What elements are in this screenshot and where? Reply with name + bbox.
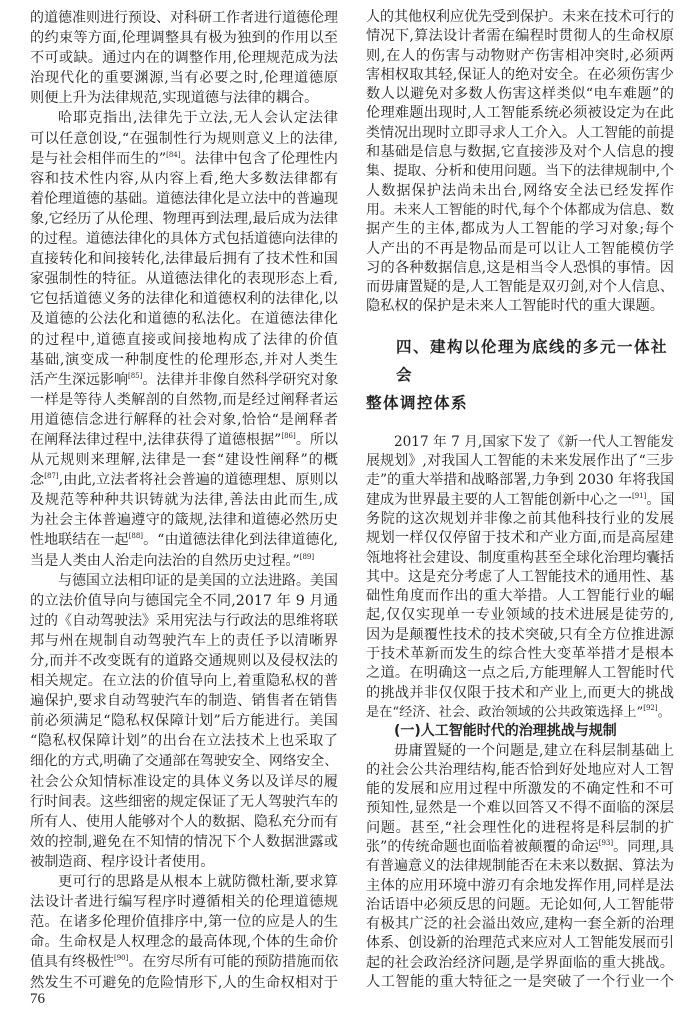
text-segment: 一样是等待人类解剖的自然物,而是经过阐释者运 — [30, 391, 338, 408]
text-line — [366, 433, 674, 452]
text-line — [366, 240, 674, 259]
text-line — [30, 751, 338, 771]
text-line — [30, 410, 338, 430]
text-line — [366, 66, 674, 85]
text-segment: 哈耶克指出,法律先于立法,无人会认定法律 — [58, 110, 338, 127]
text-segment: 及道德的公法化和道德的私法化。在道德法律化 — [30, 311, 338, 328]
text-line — [366, 799, 674, 818]
text-segment: 隐私权的保护是未来人工智能时代的重大课题。 — [366, 298, 664, 315]
text-line — [30, 591, 338, 611]
text-line — [30, 68, 338, 88]
text-segment: 。法律并非像自然科学研究对象 — [142, 371, 339, 388]
text-line — [366, 896, 674, 915]
text-segment: 然发生不可避免的危险情形下,人的生命权相对于 — [30, 974, 338, 991]
text-segment: 治话语中必须反思的问题。无论如何,人工智能带 — [366, 896, 674, 913]
text-segment: 的社会公共治理结构,能否恰到好处地应对人工智 — [366, 761, 674, 778]
right-column-mid-text — [366, 433, 674, 722]
text-line — [366, 529, 674, 548]
right-column-top-text — [366, 8, 674, 317]
text-line — [30, 731, 338, 751]
text-segment: 用。未来人工智能的时代,每个个体都成为信息、数 — [366, 201, 674, 218]
text-line — [30, 149, 338, 169]
text-segment: 人产出的不再是物品而是可以让人工智能模仿学 — [366, 240, 674, 257]
text-segment: 建成为世界最主要的人工智能创新中心之一 — [366, 491, 632, 508]
text-line — [30, 571, 338, 591]
text-segment: 的过程中,道德直接或间接地构成了法律的价值 — [30, 331, 338, 348]
text-line — [30, 28, 338, 48]
text-line — [30, 8, 338, 28]
text-line — [366, 124, 674, 143]
text-segment: 的道德准则进行预设、对科研工作者进行道德伦理 — [30, 10, 338, 26]
text-line — [366, 27, 674, 46]
text-line — [30, 269, 338, 289]
text-segment: 。同理,具 — [613, 838, 675, 855]
text-segment: 被制造商、程序设计者使用。 — [30, 853, 215, 870]
text-line — [30, 390, 338, 410]
text-segment: 所有人、使用人能够对个人的数据、隐私充分而有 — [30, 813, 338, 830]
text-line — [366, 780, 674, 799]
text-line — [30, 430, 338, 450]
citation-reference: [89] — [299, 552, 315, 561]
text-segment: 瓴地将社会建设、制度重构甚至全球化治理均囊括 — [366, 549, 674, 566]
page-number: 76 — [30, 991, 45, 1007]
text-segment: 于技术革新而发生的综合性大变革举措才是根本 — [366, 646, 674, 663]
text-line — [30, 88, 338, 108]
text-segment: 及规范等种种共识铸就为法律,善法由此而生,成 — [30, 492, 338, 509]
text-line — [366, 761, 674, 780]
text-line — [30, 470, 338, 490]
text-segment: 集、提取、分析和使用问题。当下的法律规制中,个 — [366, 163, 674, 180]
text-line — [366, 162, 674, 181]
text-segment: 起的社会政治经济问题,是学界面临的重大挑战。 — [366, 954, 674, 971]
text-segment: 预知性,显然是一个难以回答又不得不面临的深层 — [366, 800, 674, 817]
text-line — [30, 651, 338, 671]
text-segment: 人工智能的重大特征之一是突破了一个行业一个 — [366, 974, 674, 991]
text-segment: 则便上升为法律规范,实现道德与法律的耦合。 — [30, 90, 319, 107]
text-line — [366, 742, 674, 761]
text-segment: 展规划》,对我国人工智能的未来发展作出了“三步 — [366, 453, 674, 470]
text-segment: 和基础是信息与数据,它直接涉及对个人信息的搜 — [366, 144, 674, 161]
text-line — [366, 587, 674, 606]
text-segment: 社会公众知情标准设定的具体义务以及详尽的履 — [30, 773, 338, 790]
text-line — [30, 611, 338, 631]
text-line — [30, 209, 338, 229]
text-line — [366, 259, 674, 278]
text-segment: 用道德信念进行解释的社会对象,恰恰“是阐释者 — [30, 411, 338, 428]
text-line — [30, 229, 338, 249]
text-line — [30, 631, 338, 651]
text-segment: 张”的传统命题也面临着被颠覆的命运 — [366, 838, 599, 855]
text-line — [366, 915, 674, 934]
text-segment: 有极其广泛的社会溢出效应,建构一套全新的治理 — [366, 916, 674, 933]
citation-reference: [87] — [44, 472, 59, 481]
text-segment: 。国 — [646, 491, 675, 508]
text-segment: 能的发展和应用过程中所激发的不确定性和不可 — [366, 781, 674, 798]
text-segment: 分,而并不改变既有的道路交通规则以及侵权法的 — [30, 653, 338, 669]
text-line — [30, 973, 338, 993]
citation-reference: [86] — [281, 431, 296, 440]
text-segment: 效的控制,避免在不知情的情况下个人数据泄露或 — [30, 833, 338, 850]
text-segment: 相关规定。在立法的价值导向上,着重隐私权的普 — [30, 673, 338, 690]
text-line — [366, 452, 674, 471]
text-segment: 在阐释法律过程中,法律获得了道德根据” — [30, 431, 282, 448]
text-line — [30, 129, 338, 149]
text-line — [30, 832, 338, 852]
text-segment: 问题。甚至,“社会理性化的进程将是科层制的扩 — [366, 819, 674, 836]
text-line — [30, 330, 338, 350]
text-segment: 值具有终极性 — [30, 954, 114, 971]
text-segment: 情况下,算法设计者需在编程时贯彻人的生命权原 — [366, 28, 674, 45]
citation-reference: [93] — [598, 838, 614, 847]
citation-reference: [84] — [166, 150, 181, 159]
citation-reference: [88] — [128, 532, 144, 541]
citation-reference: [92] — [643, 703, 658, 712]
text-line — [30, 350, 338, 370]
text-line — [30, 892, 338, 912]
text-segment: 直接转化和间接转化,法律最后拥有了技术性和国 — [30, 251, 338, 268]
text-segment: 务院的这次规划并非像之前其他科技行业的发展 — [366, 510, 674, 527]
text-line — [30, 952, 338, 972]
text-segment: 则,在人的伤害与动物财产伤害相冲突时,必须两 — [366, 47, 674, 64]
text-line — [30, 510, 338, 530]
text-line — [366, 278, 674, 297]
text-segment: 毋庸置疑的一个问题是,建立在科层制基础上 — [394, 742, 674, 759]
text-line — [366, 857, 674, 876]
text-segment: 。在穷尽所有可能的预防措施而依 — [128, 954, 339, 971]
text-segment: 基础,演变成一种制度性的伦理形态,并对人类生 — [30, 351, 338, 368]
text-segment: 遍保护,要求自动驾驶汽车的制造、销售者在销售 — [30, 693, 338, 710]
text-segment: 习的各种数据信息,这是相当令人恐惧的事情。因 — [366, 259, 674, 276]
text-line — [30, 671, 338, 691]
text-line — [366, 954, 674, 973]
text-segment: 的立法价值导向与德国完全不同,2017 年 9 月通 — [30, 592, 338, 609]
text-line — [366, 838, 674, 857]
text-segment: 命。生命权是人权理念的最高体现,个体的生命价 — [30, 934, 338, 951]
text-segment: 规划一样仅仅停留于技术和产业方面,而是高屋建 — [366, 530, 674, 547]
text-segment: 念 — [30, 472, 45, 489]
text-segment: 础性角度而作出的重大举措。人工智能行业的崛 — [366, 588, 674, 605]
text-segment: “隐私权保障计划”的出台在立法技术上也采取了 — [30, 733, 338, 750]
text-line — [366, 877, 674, 896]
text-segment: 不可或缺。通过内在的调整作用,伦理规范成为法 — [30, 50, 338, 67]
text-line — [366, 606, 674, 625]
text-segment: 家强制性的特征。从道德法律化的表现形态上看, — [30, 271, 338, 288]
text-line — [366, 491, 674, 510]
text-line — [30, 169, 338, 189]
text-segment: 。法律中包含了伦理性内 — [180, 150, 338, 167]
text-line — [30, 189, 338, 209]
text-segment: 其中。这是充分考虑了人工智能技术的通用性、基 — [366, 568, 674, 585]
text-line — [30, 551, 338, 571]
text-segment: 前必须满足“隐私权保障计划”后方能进行。美国 — [30, 713, 338, 730]
text-segment: 更可行的思路是从根本上就防微杜渐,要求算 — [58, 874, 338, 891]
text-line — [30, 691, 338, 711]
subsection-heading: (一)人工智能时代的治理挑战与规制 — [394, 723, 617, 740]
right-column — [366, 8, 674, 992]
text-segment: 起,仅仅实现单一专业领域的技术进展是徒劳的, — [366, 607, 674, 624]
text-line — [366, 510, 674, 529]
text-line — [30, 872, 338, 892]
text-segment: 。所以 — [295, 431, 339, 448]
text-segment: 。“由道德法律化到法律道德化, — [143, 532, 339, 549]
text-segment: 主体的应用环境中游刃有余地发挥作用,同样是法 — [366, 877, 674, 894]
text-line — [366, 626, 674, 645]
text-line — [366, 973, 674, 992]
text-line — [366, 684, 674, 703]
text-segment: 的约束等方面,伦理调整具有极为独到的作用以至 — [30, 30, 338, 47]
text-line — [366, 104, 674, 123]
text-segment: 数人以避免对多数人伤害这样类似“电车难题”的 — [366, 86, 674, 103]
text-line — [30, 792, 338, 812]
text-segment: 的过程。道德法律化的具体方式包括道德向法律的 — [30, 231, 338, 248]
spacer — [366, 317, 674, 333]
left-column — [30, 8, 338, 993]
text-line — [366, 8, 674, 27]
text-segment: 与德国立法相印证的是美国的立法进路。美国 — [58, 572, 338, 589]
text-segment: 法设计者进行编写程序时遵循相关的伦理道德规 — [30, 894, 338, 911]
text-segment: 是与社会相伴而生的” — [30, 150, 167, 167]
text-line — [30, 289, 338, 309]
text-line — [366, 934, 674, 953]
text-segment: ,由此,立法者将社会普遍的道德理想、原则以 — [58, 472, 338, 489]
citation-reference: [85] — [128, 371, 143, 380]
text-segment: 而毋庸置疑的是,人工智能是双刃剑,对个人信息、 — [366, 279, 674, 296]
text-line — [30, 711, 338, 731]
text-segment: 容和技术性内容,从内容上看,绝大多数法律都有 — [30, 170, 338, 187]
section-heading-line-2: 整体调控体系 — [366, 393, 469, 412]
text-segment: 当是人类由人治走向法治的自然历史过程。” — [30, 552, 300, 569]
text-segment: 2017 年 7 月,国家下发了《新一代人工智能发 — [394, 433, 674, 450]
text-line — [366, 549, 674, 568]
text-line — [366, 220, 674, 239]
text-segment: 的挑战并非仅仅限于技术和产业上,而更大的挑战 — [366, 684, 674, 701]
text-line — [366, 85, 674, 104]
text-segment: 治现代化的重要渊源,当有必要之时,伦理道德原 — [30, 70, 338, 87]
text-line — [30, 772, 338, 792]
text-segment: 之道。在明确这一点之后,方能理解人工智能时代 — [366, 665, 674, 682]
text-line — [366, 201, 674, 220]
text-line — [366, 182, 674, 201]
text-segment: 它包括道德义务的法律化和道德权利的法律化,以 — [30, 291, 338, 308]
text-segment: 可以任意创设,“在强制性行为规则意义上的法律, — [30, 130, 338, 147]
text-segment: 为社会主体普遍遵守的箴规,法律和道德必然历史 — [30, 512, 338, 529]
text-line — [366, 645, 674, 664]
text-line — [30, 450, 338, 470]
text-segment: 人数据保护法尚未出台,网络安全法已经发挥作 — [366, 182, 674, 199]
text-line — [30, 912, 338, 932]
text-line — [366, 47, 674, 66]
text-segment: 走”的重大举措和战略部署,力争到 2030 年将我国 — [366, 472, 675, 489]
text-line — [30, 309, 338, 329]
text-segment: 体系、创设新的治理范式来应对人工智能发展而引 — [366, 935, 674, 952]
text-line — [30, 530, 338, 550]
citation-reference: [90] — [114, 954, 129, 963]
text-segment: 行时间表。这些细密的规定保证了无人驾驶汽车的 — [30, 793, 338, 810]
section-heading-line-1: 四、建构以伦理为底线的多元一体社会 — [396, 337, 669, 384]
text-segment: 象,它经历了从伦理、物理再到法理,最后成为法律 — [30, 210, 338, 227]
text-line — [30, 249, 338, 269]
text-line — [30, 108, 338, 128]
text-segment: 有普遍意义的法律规制能否在未来以数据、算法为 — [366, 858, 674, 875]
text-segment: 是在“经济、社会、政治领域的公共政策选择上” — [366, 704, 644, 720]
text-segment: 过的《自动驾驶法》采用宪法与行政法的思维将联 — [30, 612, 338, 629]
text-line — [366, 664, 674, 683]
citation-reference: [91] — [632, 491, 647, 500]
text-line — [366, 471, 674, 490]
text-line — [366, 568, 674, 587]
text-segment: 害相权取其轻,保证人的绝对安全。在必须伤害少 — [366, 66, 674, 83]
text-segment: 细化的方式,明确了交通部在驾驶安全、网络安全、 — [30, 753, 338, 770]
text-segment: 人的其他权利应优先受到保护。未来在技术可行的 — [366, 9, 674, 25]
text-line — [366, 819, 674, 838]
text-segment: 着伦理道德的基础。道德法律化是立法中的普遍现 — [30, 190, 338, 207]
text-line — [366, 703, 674, 722]
text-segment: 类情况出现时立即寻求人工介入。人工智能的前提 — [366, 124, 674, 141]
text-segment: 范。在诸多伦理价值排序中,第一位的应是人的生 — [30, 914, 338, 931]
spacer — [366, 417, 674, 433]
text-segment: 因为是颠覆性技术的技术突破,只有全方位推进源 — [366, 626, 674, 643]
text-segment: 据产生的主体,都成为人工智能的学习对象;每个 — [366, 221, 674, 238]
text-segment: 伦理难题出现时,人工智能系统必须被设定为在此 — [366, 105, 674, 122]
text-line — [30, 852, 338, 872]
text-line — [30, 812, 338, 832]
right-column-bottom-text — [366, 742, 674, 993]
text-line — [30, 490, 338, 510]
text-segment: 邦与州在规制自动驾驶汽车上的责任予以清晰界 — [30, 632, 338, 649]
text-line — [30, 48, 338, 68]
text-segment: 从元规则来理解,法律是一套“建设性阐释”的概 — [30, 452, 338, 469]
text-line — [30, 370, 338, 390]
text-line — [366, 143, 674, 162]
text-segment: 。 — [657, 704, 671, 720]
text-line — [366, 297, 674, 316]
text-line — [30, 932, 338, 952]
text-segment: 活产生深远影响 — [30, 371, 128, 388]
text-segment: 性地联结在一起 — [30, 532, 129, 549]
